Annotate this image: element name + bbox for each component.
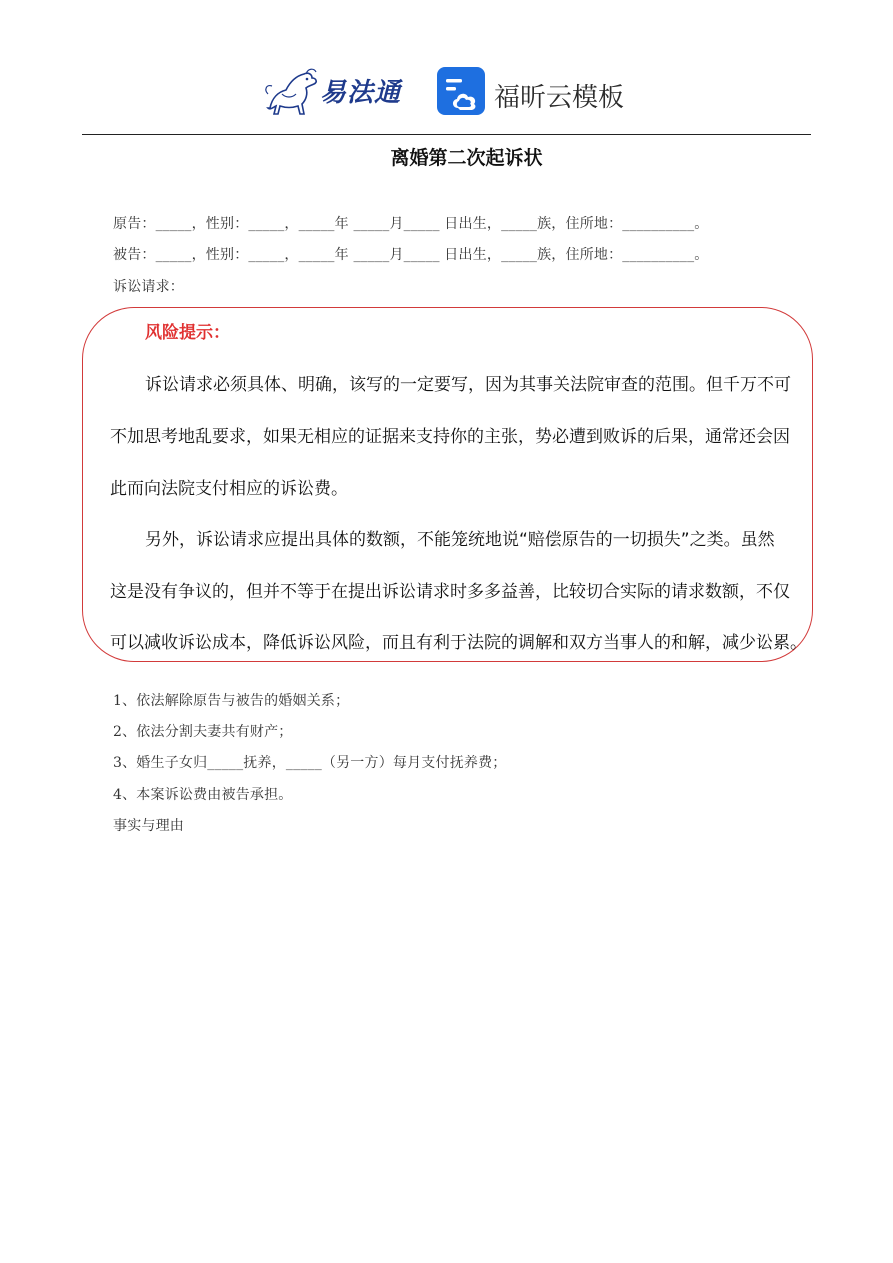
claim-item: 2、依法分割夫妻共有财产； [113,724,293,740]
plaintiff-line: 原告：_____，性别：_____，_____年 _____月_____ 日出生，_____族，住所地：__________。 [113,216,709,232]
risk-warning-line: 此而向法院支付相应的诉讼费。 [110,479,348,499]
qilin-logo-icon [262,64,322,118]
risk-warning-line: 这是没有争议的，但并不等于在提出诉讼请求时多多益善，比较切合实际的请求数额，不仅 [110,582,790,602]
risk-warning-line: 不加思考地乱要求，如果无相应的证据来支持你的主张，势必遭到败诉的后果，通常还会因 [110,427,790,447]
yifatong-logo [262,64,412,118]
claim-item: 4、本案诉讼费由被告承担。 [113,787,293,803]
claims-label: 诉讼请求： [113,279,184,295]
foxit-template-logo [436,64,636,118]
yifatong-logo-text: 易法通 [320,78,402,108]
facts-label: 事实与理由 [113,818,184,834]
claim-item: 3、婚生子女归_____抚养，_____（另一方）每月支付抚养费； [113,755,507,771]
foxit-template-logo-text: 福昕云模板 [494,83,625,113]
header-logos [0,58,893,124]
risk-warning-line: 诉讼请求必须具体、明确，该写的一定要写，因为其事关法院审查的范围。但千万不可 [145,375,791,395]
risk-warning-title: 风险提示： [145,323,230,343]
cloud-document-icon [436,66,486,116]
document-title: 离婚第二次起诉状 [390,147,543,169]
claim-item: 1、依法解除原告与被告的婚姻关系； [113,693,350,709]
header-divider [82,134,811,135]
risk-warning-line: 另外，诉讼请求应提出具体的数额，不能笼统地说“赔偿原告的一切损失”之类。虽然 [145,530,775,550]
risk-warning-line: 可以减收诉讼成本，降低诉讼风险，而且有利于法院的调解和双方当事人的和解，减少讼累。 [110,633,807,653]
defendant-line: 被告：_____，性别：_____，_____年 _____月_____ 日出生，_____族，住所地：__________。 [113,247,709,263]
